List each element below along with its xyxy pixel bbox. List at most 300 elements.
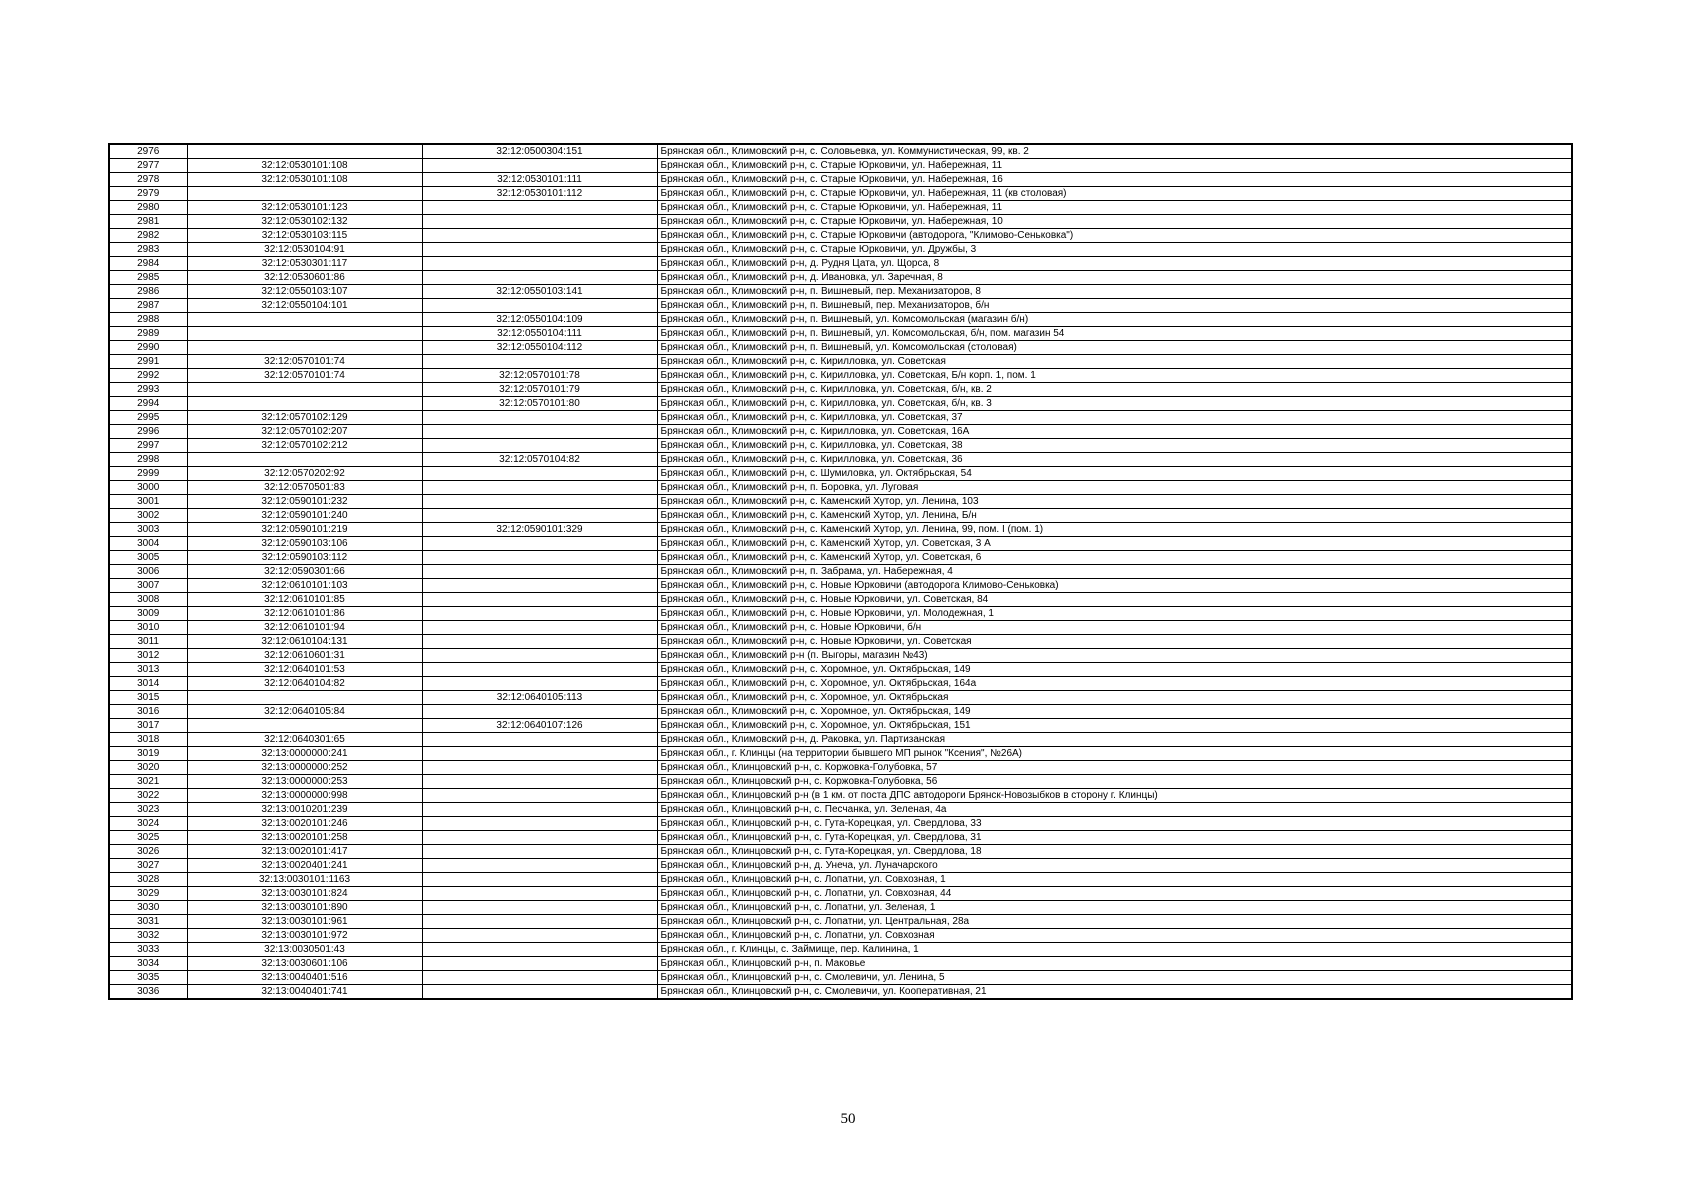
row-number: 3013 (109, 663, 187, 677)
row-number: 3019 (109, 747, 187, 761)
cadastral-number-land: 32:12:0570102:212 (187, 439, 422, 453)
table-row (109, 229, 1572, 243)
row-number: 3006 (109, 565, 187, 579)
row-number: 2987 (109, 299, 187, 313)
cadastral-number-land: 32:13:0000000:998 (187, 789, 422, 803)
table-row (109, 873, 1572, 887)
table-row (109, 677, 1572, 691)
table-row (109, 817, 1572, 831)
cadastral-number-land (187, 341, 422, 355)
table-row (109, 663, 1572, 677)
table-row (109, 551, 1572, 565)
cadastral-number-land: 32:13:0010201:239 (187, 803, 422, 817)
row-number: 2983 (109, 243, 187, 257)
cadastral-number-land: 32:13:0030601:106 (187, 957, 422, 971)
cadastral-number-land (187, 313, 422, 327)
row-number: 2993 (109, 383, 187, 397)
table-row (109, 579, 1572, 593)
row-number: 2985 (109, 271, 187, 285)
cadastral-number-building (422, 439, 657, 453)
address: Брянская обл., Климовский р-н, с. Старые Юрковичи, ул. Набережная, 16 (657, 173, 1572, 187)
cadastral-number-land: 32:13:0000000:241 (187, 747, 422, 761)
cadastral-number-land: 32:13:0020401:241 (187, 859, 422, 873)
cadastral-number-building (422, 957, 657, 971)
cadastral-number-land: 32:12:0530601:86 (187, 271, 422, 285)
address: Брянская обл., Климовский р-н, п. Вишневый, ул. Комсомольская (магазин б/н) (657, 313, 1572, 327)
address: Брянская обл., Климовский р-н, с. Кирилловка, ул. Советская, 37 (657, 411, 1572, 425)
row-number: 2990 (109, 341, 187, 355)
address: Брянская обл., Климовский р-н, с. Старые Юрковичи (автодорога, "Климово-Сеньковка") (657, 229, 1572, 243)
table-row (109, 425, 1572, 439)
table-row (109, 607, 1572, 621)
table-row (109, 705, 1572, 719)
cadastral-number-building (422, 677, 657, 691)
row-number: 3011 (109, 635, 187, 649)
address: Брянская обл., Климовский р-н, с. Новые Юрковичи, ул. Молодежная, 1 (657, 607, 1572, 621)
address: Брянская обл., Климовский р-н, с. Старые Юрковичи, ул. Дружбы, 3 (657, 243, 1572, 257)
address: Брянская обл., Климовский р-н, с. Соловьевка, ул. Коммунистическая, 99, кв. 2 (657, 144, 1572, 159)
row-number: 3028 (109, 873, 187, 887)
cadastral-number-building (422, 565, 657, 579)
cadastral-number-land: 32:12:0590103:106 (187, 537, 422, 551)
row-number: 3030 (109, 901, 187, 915)
cadastral-number-land: 32:13:0020101:246 (187, 817, 422, 831)
table-row (109, 439, 1572, 453)
cadastral-number-building: 32:12:0590101:329 (422, 523, 657, 537)
cadastral-number-land: 32:13:0000000:253 (187, 775, 422, 789)
cadastral-number-building: 32:12:0550104:109 (422, 313, 657, 327)
cadastral-number-building (422, 621, 657, 635)
address: Брянская обл., Клинцовский р-н, с. Коржовка-Голубовка, 57 (657, 761, 1572, 775)
row-number: 3036 (109, 985, 187, 1000)
address: Брянская обл., Клинцовский р-н, с. Лопатни, ул. Совхозная, 44 (657, 887, 1572, 901)
cadastral-number-building: 32:12:0530101:111 (422, 173, 657, 187)
table-row (109, 761, 1572, 775)
cadastral-number-building (422, 635, 657, 649)
cadastral-number-land: 32:13:0030101:824 (187, 887, 422, 901)
table-row (109, 691, 1572, 705)
cadastral-number-land: 32:13:0040401:741 (187, 985, 422, 1000)
cadastral-number-building (422, 425, 657, 439)
row-number: 3018 (109, 733, 187, 747)
address: Брянская обл., Клинцовский р-н (в 1 км. от поста ДПС автодороги Брянск-Новозыбков в сторону г. Клинцы) (657, 789, 1572, 803)
cadastral-number-building: 32:12:0500304:151 (422, 144, 657, 159)
table-row (109, 915, 1572, 929)
cadastral-number-land: 32:12:0530104:91 (187, 243, 422, 257)
cadastral-number-land: 32:13:0030101:1163 (187, 873, 422, 887)
row-number: 2979 (109, 187, 187, 201)
address: Брянская обл., Климовский р-н, с. Каменский Хутор, ул. Советская, 6 (657, 551, 1572, 565)
table-row (109, 243, 1572, 257)
address: Брянская обл., Климовский р-н, п. Вишневый, пер. Механизаторов, 8 (657, 285, 1572, 299)
address: Брянская обл., Климовский р-н, с. Хоромное, ул. Октябрьская (657, 691, 1572, 705)
cadastral-number-land: 32:13:0040401:516 (187, 971, 422, 985)
address: Брянская обл., Климовский р-н, с. Кирилловка, ул. Советская, 38 (657, 439, 1572, 453)
cadastral-number-building (422, 845, 657, 859)
row-number: 2978 (109, 173, 187, 187)
property-registry-table (108, 143, 1573, 1000)
row-number: 3002 (109, 509, 187, 523)
registry-body (109, 144, 1572, 999)
table-row (109, 369, 1572, 383)
address: Брянская обл., г. Клинцы, с. Займище, пер. Калинина, 1 (657, 943, 1572, 957)
cadastral-number-building: 32:12:0570101:78 (422, 369, 657, 383)
cadastral-number-building (422, 509, 657, 523)
row-number: 3012 (109, 649, 187, 663)
table-row (109, 355, 1572, 369)
table-row (109, 341, 1572, 355)
address: Брянская обл., Климовский р-н, с. Каменский Хутор, ул. Ленина, Б/н (657, 509, 1572, 523)
table-row (109, 565, 1572, 579)
cadastral-number-building (422, 873, 657, 887)
cadastral-number-land (187, 187, 422, 201)
cadastral-number-building (422, 607, 657, 621)
address: Брянская обл., Климовский р-н, с. Старые Юрковичи, ул. Набережная, 11 (657, 201, 1572, 215)
address: Брянская обл., Клинцовский р-н, с. Смолевичи, ул. Кооперативная, 21 (657, 985, 1572, 1000)
address: Брянская обл., Климовский р-н, с. Новые Юрковичи (автодорога Климово-Сеньковка) (657, 579, 1572, 593)
address: Брянская обл., Климовский р-н, с. Новые Юрковичи, ул. Советская (657, 635, 1572, 649)
table-row (109, 803, 1572, 817)
table-row (109, 271, 1572, 285)
address: Брянская обл., Клинцовский р-н, п. Маковье (657, 957, 1572, 971)
cadastral-number-building (422, 355, 657, 369)
cadastral-number-building (422, 789, 657, 803)
table-row (109, 257, 1572, 271)
table-row (109, 411, 1572, 425)
table-row (109, 467, 1572, 481)
address: Брянская обл., Климовский р-н, с. Шумиловка, ул. Октябрьская, 54 (657, 467, 1572, 481)
cadastral-number-building (422, 761, 657, 775)
cadastral-number-building: 32:12:0550104:111 (422, 327, 657, 341)
cadastral-number-land: 32:12:0590101:232 (187, 495, 422, 509)
cadastral-number-building (422, 803, 657, 817)
row-number: 3009 (109, 607, 187, 621)
row-number: 3026 (109, 845, 187, 859)
table-row (109, 859, 1572, 873)
row-number: 2992 (109, 369, 187, 383)
row-number: 2997 (109, 439, 187, 453)
cadastral-number-land (187, 691, 422, 705)
cadastral-number-building (422, 733, 657, 747)
table-row (109, 509, 1572, 523)
row-number: 3005 (109, 551, 187, 565)
cadastral-number-building: 32:12:0640107:126 (422, 719, 657, 733)
cadastral-number-land: 32:12:0530101:108 (187, 159, 422, 173)
address: Брянская обл., Климовский р-н (п. Выгоры, магазин №43) (657, 649, 1572, 663)
row-number: 2986 (109, 285, 187, 299)
table-row (109, 985, 1572, 1000)
address: Брянская обл., Климовский р-н, п. Забрама, ул. Набережная, 4 (657, 565, 1572, 579)
address: Брянская обл., Климовский р-н, п. Вишневый, ул. Комсомольская (столовая) (657, 341, 1572, 355)
cadastral-number-land: 32:12:0550104:101 (187, 299, 422, 313)
cadastral-number-building (422, 985, 657, 1000)
address: Брянская обл., Климовский р-н, с. Новые Юрковичи, ул. Советская, 84 (657, 593, 1572, 607)
address: Брянская обл., Климовский р-н, с. Старые Юрковичи, ул. Набережная, 11 (кв столовая) (657, 187, 1572, 201)
address: Брянская обл., Клинцовский р-н, с. Лопатни, ул. Совхозная, 1 (657, 873, 1572, 887)
cadastral-number-building: 32:12:0570101:79 (422, 383, 657, 397)
cadastral-number-land: 32:12:0610104:131 (187, 635, 422, 649)
row-number: 2982 (109, 229, 187, 243)
cadastral-number-building (422, 551, 657, 565)
row-number: 3008 (109, 593, 187, 607)
address: Брянская обл., Клинцовский р-н, с. Гута-Корецкая, ул. Свердлова, 31 (657, 831, 1572, 845)
row-number: 2994 (109, 397, 187, 411)
cadastral-number-land: 32:13:0030101:890 (187, 901, 422, 915)
address: Брянская обл., Климовский р-н, с. Кирилловка, ул. Советская, б/н, кв. 2 (657, 383, 1572, 397)
address: Брянская обл., Климовский р-н, с. Кирилловка, ул. Советская, Б/н корп. 1, пом. 1 (657, 369, 1572, 383)
cadastral-number-building (422, 537, 657, 551)
cadastral-number-building: 32:12:0640105:113 (422, 691, 657, 705)
cadastral-number-building (422, 887, 657, 901)
cadastral-number-building (422, 467, 657, 481)
table-row (109, 593, 1572, 607)
cadastral-number-building: 32:12:0570104:82 (422, 453, 657, 467)
cadastral-number-building (422, 775, 657, 789)
table-row (109, 887, 1572, 901)
cadastral-number-land (187, 144, 422, 159)
table-row (109, 971, 1572, 985)
address: Брянская обл., Климовский р-н, д. Ивановка, ул. Заречная, 8 (657, 271, 1572, 285)
cadastral-number-land: 32:12:0570202:92 (187, 467, 422, 481)
address: Брянская обл., Климовский р-н, с. Каменский Хутор, ул. Ленина, 99, пом. I (пом. 1) (657, 523, 1572, 537)
cadastral-number-building (422, 929, 657, 943)
cadastral-number-building (422, 901, 657, 915)
row-number: 3000 (109, 481, 187, 495)
cadastral-number-building: 32:12:0550104:112 (422, 341, 657, 355)
address: Брянская обл., Климовский р-н, с. Старые Юрковичи, ул. Набережная, 10 (657, 215, 1572, 229)
table-row (109, 523, 1572, 537)
cadastral-number-land: 32:12:0570102:207 (187, 425, 422, 439)
row-number: 2995 (109, 411, 187, 425)
table-row (109, 719, 1572, 733)
address: Брянская обл., г. Клинцы (на территории бывшего МП рынок "Ксения", №26А) (657, 747, 1572, 761)
cadastral-number-land: 32:12:0530102:132 (187, 215, 422, 229)
address: Брянская обл., Климовский р-н, с. Старые Юрковичи, ул. Набережная, 11 (657, 159, 1572, 173)
cadastral-number-building (422, 705, 657, 719)
table-row (109, 775, 1572, 789)
row-number: 2977 (109, 159, 187, 173)
cadastral-number-land: 32:13:0030101:972 (187, 929, 422, 943)
row-number: 3010 (109, 621, 187, 635)
cadastral-number-land: 32:12:0530103:115 (187, 229, 422, 243)
cadastral-number-building (422, 481, 657, 495)
cadastral-number-land: 32:12:0610101:85 (187, 593, 422, 607)
cadastral-number-land: 32:13:0030501:43 (187, 943, 422, 957)
cadastral-number-building (422, 593, 657, 607)
table-row (109, 621, 1572, 635)
address: Брянская обл., Клинцовский р-н, с. Лопатни, ул. Центральная, 28а (657, 915, 1572, 929)
cadastral-number-land: 32:12:0570101:74 (187, 355, 422, 369)
cadastral-number-land: 32:12:0640301:65 (187, 733, 422, 747)
row-number: 3014 (109, 677, 187, 691)
cadastral-number-land (187, 397, 422, 411)
row-number: 2988 (109, 313, 187, 327)
cadastral-number-land: 32:12:0610101:103 (187, 579, 422, 593)
address: Брянская обл., Клинцовский р-н, с. Смолевичи, ул. Ленина, 5 (657, 971, 1572, 985)
row-number: 3033 (109, 943, 187, 957)
table-row (109, 215, 1572, 229)
address: Брянская обл., Клинцовский р-н, с. Лопатни, ул. Совхозная (657, 929, 1572, 943)
row-number: 3017 (109, 719, 187, 733)
row-number: 3021 (109, 775, 187, 789)
table-row (109, 313, 1572, 327)
table-row (109, 481, 1572, 495)
row-number: 3029 (109, 887, 187, 901)
cadastral-number-building (422, 257, 657, 271)
row-number: 2981 (109, 215, 187, 229)
address: Брянская обл., Клинцовский р-н, с. Гута-Корецкая, ул. Свердлова, 33 (657, 817, 1572, 831)
address: Брянская обл., Клинцовский р-н, д. Унеча, ул. Луначарского (657, 859, 1572, 873)
address: Брянская обл., Климовский р-н, п. Боровка, ул. Луговая (657, 481, 1572, 495)
cadastral-number-building (422, 817, 657, 831)
cadastral-number-land: 32:12:0590101:240 (187, 509, 422, 523)
cadastral-number-building (422, 243, 657, 257)
row-number: 2976 (109, 144, 187, 159)
cadastral-number-building (422, 747, 657, 761)
row-number: 2989 (109, 327, 187, 341)
table-row (109, 383, 1572, 397)
address: Брянская обл., Климовский р-н, с. Кирилловка, ул. Советская, 16А (657, 425, 1572, 439)
address: Брянская обл., Климовский р-н, п. Вишневый, ул. Комсомольская, б/н, пом. магазин 54 (657, 327, 1572, 341)
table-row (109, 789, 1572, 803)
cadastral-number-land: 32:12:0570102:129 (187, 411, 422, 425)
address: Брянская обл., Климовский р-н, с. Хоромное, ул. Октябрьская, 151 (657, 719, 1572, 733)
cadastral-number-land: 32:12:0610101:86 (187, 607, 422, 621)
table-row (109, 173, 1572, 187)
row-number: 3031 (109, 915, 187, 929)
cadastral-number-building (422, 831, 657, 845)
cadastral-number-land (187, 453, 422, 467)
cadastral-number-building (422, 943, 657, 957)
row-number: 2996 (109, 425, 187, 439)
cadastral-number-building: 32:12:0550103:141 (422, 285, 657, 299)
address: Брянская обл., Климовский р-н, с. Кирилловка, ул. Советская (657, 355, 1572, 369)
address: Брянская обл., Климовский р-н, с. Хоромное, ул. Октябрьская, 149 (657, 705, 1572, 719)
cadastral-number-land (187, 719, 422, 733)
cadastral-number-land: 32:12:0610601:31 (187, 649, 422, 663)
row-number: 3025 (109, 831, 187, 845)
cadastral-number-building (422, 271, 657, 285)
table-row (109, 495, 1572, 509)
row-number: 3020 (109, 761, 187, 775)
cadastral-number-land: 32:12:0610101:94 (187, 621, 422, 635)
address: Брянская обл., Клинцовский р-н, с. Гута-Корецкая, ул. Свердлова, 18 (657, 845, 1572, 859)
row-number: 2991 (109, 355, 187, 369)
table-row (109, 733, 1572, 747)
address: Брянская обл., Климовский р-н, д. Рудня Цата, ул. Щорса, 8 (657, 257, 1572, 271)
row-number: 3035 (109, 971, 187, 985)
cadastral-number-building: 32:12:0530101:112 (422, 187, 657, 201)
cadastral-number-land: 32:12:0640101:53 (187, 663, 422, 677)
address: Брянская обл., Клинцовский р-н, с. Песчанка, ул. Зеленая, 4а (657, 803, 1572, 817)
cadastral-number-land: 32:12:0590101:219 (187, 523, 422, 537)
table-row (109, 747, 1572, 761)
cadastral-number-land: 32:13:0020101:258 (187, 831, 422, 845)
cadastral-number-land (187, 327, 422, 341)
cadastral-number-land: 32:12:0590301:66 (187, 565, 422, 579)
cadastral-number-land: 32:13:0000000:252 (187, 761, 422, 775)
cadastral-number-building (422, 495, 657, 509)
cadastral-number-land: 32:13:0020101:417 (187, 845, 422, 859)
address: Брянская обл., Климовский р-н, д. Раковка, ул. Партизанская (657, 733, 1572, 747)
cadastral-number-land (187, 383, 422, 397)
address: Брянская обл., Климовский р-н, с. Кирилловка, ул. Советская, 36 (657, 453, 1572, 467)
table-row (109, 201, 1572, 215)
cadastral-number-land: 32:12:0640104:82 (187, 677, 422, 691)
row-number: 3023 (109, 803, 187, 817)
cadastral-number-land: 32:12:0530101:108 (187, 173, 422, 187)
row-number: 2999 (109, 467, 187, 481)
cadastral-number-land: 32:12:0570501:83 (187, 481, 422, 495)
cadastral-number-land: 32:12:0640105:84 (187, 705, 422, 719)
row-number: 3022 (109, 789, 187, 803)
table-row (109, 943, 1572, 957)
cadastral-number-land: 32:12:0530101:123 (187, 201, 422, 215)
table-row (109, 537, 1572, 551)
cadastral-number-land: 32:13:0030101:961 (187, 915, 422, 929)
address: Брянская обл., Климовский р-н, с. Кирилловка, ул. Советская, б/н, кв. 3 (657, 397, 1572, 411)
table-row (109, 144, 1572, 159)
table-row (109, 187, 1572, 201)
row-number: 3004 (109, 537, 187, 551)
page-number: 50 (840, 1111, 856, 1127)
address: Брянская обл., Клинцовский р-н, с. Коржовка-Голубовка, 56 (657, 775, 1572, 789)
row-number: 3016 (109, 705, 187, 719)
cadastral-number-building (422, 299, 657, 313)
cadastral-number-land: 32:12:0570101:74 (187, 369, 422, 383)
cadastral-number-building (422, 649, 657, 663)
address: Брянская обл., Климовский р-н, с. Каменский Хутор, ул. Ленина, 103 (657, 495, 1572, 509)
row-number: 3032 (109, 929, 187, 943)
table-row (109, 299, 1572, 313)
row-number: 3027 (109, 859, 187, 873)
row-number: 2998 (109, 453, 187, 467)
table-row (109, 957, 1572, 971)
table-row (109, 831, 1572, 845)
cadastral-number-building (422, 411, 657, 425)
table-row (109, 649, 1572, 663)
cadastral-number-building (422, 579, 657, 593)
row-number: 3001 (109, 495, 187, 509)
table-row (109, 397, 1572, 411)
table-row (109, 453, 1572, 467)
address: Брянская обл., Климовский р-н, с. Хоромное, ул. Октябрьская, 164а (657, 677, 1572, 691)
row-number: 3024 (109, 817, 187, 831)
address: Брянская обл., Клинцовский р-н, с. Лопатни, ул. Зеленая, 1 (657, 901, 1572, 915)
cadastral-number-building (422, 229, 657, 243)
cadastral-number-land: 32:12:0530301:117 (187, 257, 422, 271)
address: Брянская обл., Климовский р-н, с. Новые Юрковичи, б/н (657, 621, 1572, 635)
cadastral-number-land: 32:12:0590103:112 (187, 551, 422, 565)
table-row (109, 285, 1572, 299)
row-number: 3007 (109, 579, 187, 593)
table-row (109, 901, 1572, 915)
cadastral-number-building (422, 971, 657, 985)
table-row (109, 635, 1572, 649)
row-number: 3015 (109, 691, 187, 705)
row-number: 3003 (109, 523, 187, 537)
row-number: 2980 (109, 201, 187, 215)
table-row (109, 327, 1572, 341)
row-number: 3034 (109, 957, 187, 971)
cadastral-number-building (422, 915, 657, 929)
cadastral-number-building: 32:12:0570101:80 (422, 397, 657, 411)
cadastral-number-building (422, 663, 657, 677)
address: Брянская обл., Климовский р-н, с. Каменский Хутор, ул. Советская, 3 А (657, 537, 1572, 551)
table-row (109, 159, 1572, 173)
table-row (109, 929, 1572, 943)
cadastral-number-building (422, 201, 657, 215)
